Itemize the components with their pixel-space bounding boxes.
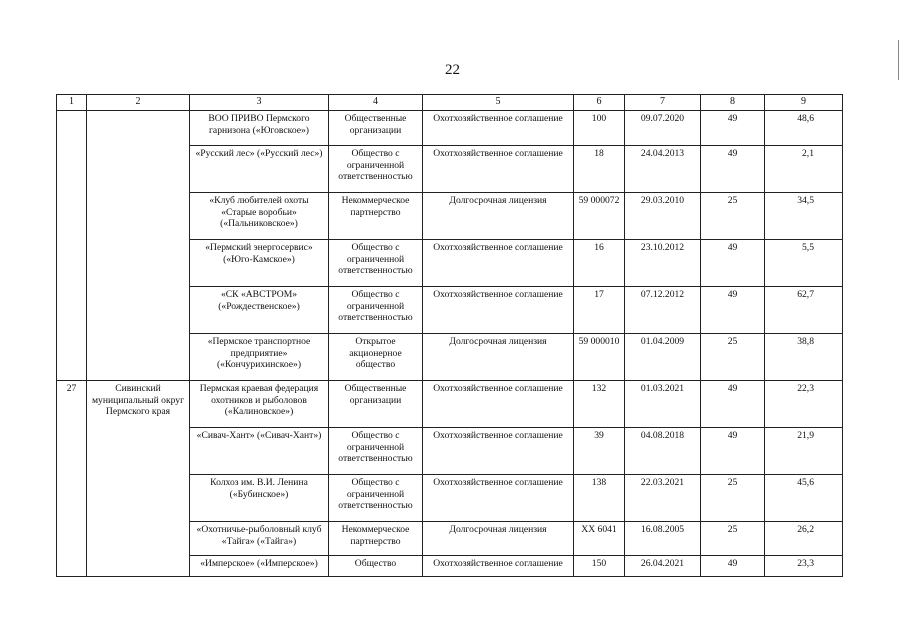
hunting-grounds-table <box>56 94 843 577</box>
table-row <box>57 381 843 428</box>
legal-form-cell: Открытое акционерное общество <box>329 334 423 381</box>
header-cell: 8 <box>701 95 765 111</box>
area-cell: 38,8 <box>765 334 843 381</box>
document-type-cell: Долгосрочная лицензия <box>423 334 574 381</box>
term-cell: 49 <box>701 146 765 193</box>
document-number-cell: 18 <box>574 146 625 193</box>
document-date-cell: 07.12.2012 <box>625 287 701 334</box>
legal-form-cell: Общество <box>329 556 423 577</box>
header-cell: 3 <box>190 95 329 111</box>
legal-form-cell: Некоммерческое партнерство <box>329 522 423 556</box>
document-type-cell: Долгосрочная лицензия <box>423 522 574 556</box>
document-number-cell: 59 000072 <box>574 193 625 240</box>
document-date-cell: 16.08.2005 <box>625 522 701 556</box>
legal-form-cell: Общественные организации <box>329 381 423 428</box>
document-number-cell: 17 <box>574 287 625 334</box>
header-cell: 4 <box>329 95 423 111</box>
document-type-cell: Охотхозяйственное соглашение <box>423 556 574 577</box>
document-type-cell: Охотхозяйственное соглашение <box>423 287 574 334</box>
document-date-cell: 01.04.2009 <box>625 334 701 381</box>
user-name-cell: «Пермский энергосервис» («Юго-Камское») <box>190 240 329 287</box>
document-type-cell: Охотхозяйственное соглашение <box>423 381 574 428</box>
document-number-cell: 59 000010 <box>574 334 625 381</box>
document-type-cell: Охотхозяйственное соглашение <box>423 240 574 287</box>
document-date-cell: 24.04.2013 <box>625 146 701 193</box>
header-cell: 6 <box>574 95 625 111</box>
legal-form-cell: Общество с ограниченной ответственностью <box>329 428 423 475</box>
user-name-cell: Пермская краевая федерация охотников и рыболовов («Калиновское») <box>190 381 329 428</box>
document-number-cell: 39 <box>574 428 625 475</box>
area-cell: 21,9 <box>765 428 843 475</box>
district-cell: Сивинский муниципальный округ Пермского края <box>87 381 190 577</box>
document-date-cell: 04.08.2018 <box>625 428 701 475</box>
user-name-cell: «Имперское» («Имперское») <box>190 556 329 577</box>
user-name-cell: «Клуб любителей охоты «Старые воробьи» («Пальниковское») <box>190 193 329 240</box>
header-cell: 9 <box>765 95 843 111</box>
legal-form-cell: Общество с ограниченной ответственностью <box>329 240 423 287</box>
legal-form-cell: Общество с ограниченной ответственностью <box>329 146 423 193</box>
document-type-cell: Охотхозяйственное соглашение <box>423 475 574 522</box>
term-cell: 49 <box>701 556 765 577</box>
district-cell <box>87 111 190 381</box>
legal-form-cell: Некоммерческое партнерство <box>329 193 423 240</box>
document-date-cell: 23.10.2012 <box>625 240 701 287</box>
document-date-cell: 29.03.2010 <box>625 193 701 240</box>
document-number-cell: XX 6041 <box>574 522 625 556</box>
document-date-cell: 09.07.2020 <box>625 111 701 146</box>
header-cell: 1 <box>57 95 87 111</box>
row-number-cell <box>57 111 87 381</box>
legal-form-cell: Общественные организации <box>329 111 423 146</box>
area-cell: 45,6 <box>765 475 843 522</box>
term-cell: 25 <box>701 193 765 240</box>
user-name-cell: «Русский лес» («Русский лес») <box>190 146 329 193</box>
user-name-cell: «Охотничье-рыболовный клуб «Тайга» («Тайга») <box>190 522 329 556</box>
document-type-cell: Охотхозяйственное соглашение <box>423 428 574 475</box>
table-row <box>57 111 843 146</box>
document-type-cell: Охотхозяйственное соглашение <box>423 111 574 146</box>
term-cell: 25 <box>701 334 765 381</box>
document-type-cell: Долгосрочная лицензия <box>423 193 574 240</box>
document-type-cell: Охотхозяйственное соглашение <box>423 146 574 193</box>
term-cell: 49 <box>701 287 765 334</box>
document-date-cell: 26.04.2021 <box>625 556 701 577</box>
document-date-cell: 22.03.2021 <box>625 475 701 522</box>
term-cell: 25 <box>701 475 765 522</box>
document-number-cell: 16 <box>574 240 625 287</box>
term-cell: 49 <box>701 428 765 475</box>
user-name-cell: Колхоз им. В.И. Ленина («Бубинское») <box>190 475 329 522</box>
row-number-cell: 27 <box>57 381 87 577</box>
legal-form-cell: Общество с ограниченной ответственностью <box>329 475 423 522</box>
user-name-cell: «Сивач-Хант» («Сивач-Хант») <box>190 428 329 475</box>
area-cell: 5,5 <box>765 240 843 287</box>
document-number-cell: 150 <box>574 556 625 577</box>
term-cell: 49 <box>701 381 765 428</box>
area-cell: 62,7 <box>765 287 843 334</box>
area-cell: 23,3 <box>765 556 843 577</box>
header-cell: 5 <box>423 95 574 111</box>
page-number: 22 <box>445 62 460 78</box>
user-name-cell: «СК «АВСТРОМ» («Рождественское») <box>190 287 329 334</box>
term-cell: 25 <box>701 522 765 556</box>
header-cell: 2 <box>87 95 190 111</box>
document-number-cell: 100 <box>574 111 625 146</box>
table-header-row <box>57 95 843 111</box>
term-cell: 49 <box>701 240 765 287</box>
term-cell: 49 <box>701 111 765 146</box>
user-name-cell: ВОО ПРИВО Пермского гарнизона («Юговское») <box>190 111 329 146</box>
header-cell: 7 <box>625 95 701 111</box>
legal-form-cell: Общество с ограниченной ответственностью <box>329 287 423 334</box>
area-cell: 48,6 <box>765 111 843 146</box>
document-date-cell: 01.03.2021 <box>625 381 701 428</box>
user-name-cell: «Пермское транспортное предприятие» («Кончурихинское») <box>190 334 329 381</box>
area-cell: 34,5 <box>765 193 843 240</box>
document-number-cell: 132 <box>574 381 625 428</box>
area-cell: 26,2 <box>765 522 843 556</box>
area-cell: 2,1 <box>765 146 843 193</box>
document-number-cell: 138 <box>574 475 625 522</box>
area-cell: 22,3 <box>765 381 843 428</box>
